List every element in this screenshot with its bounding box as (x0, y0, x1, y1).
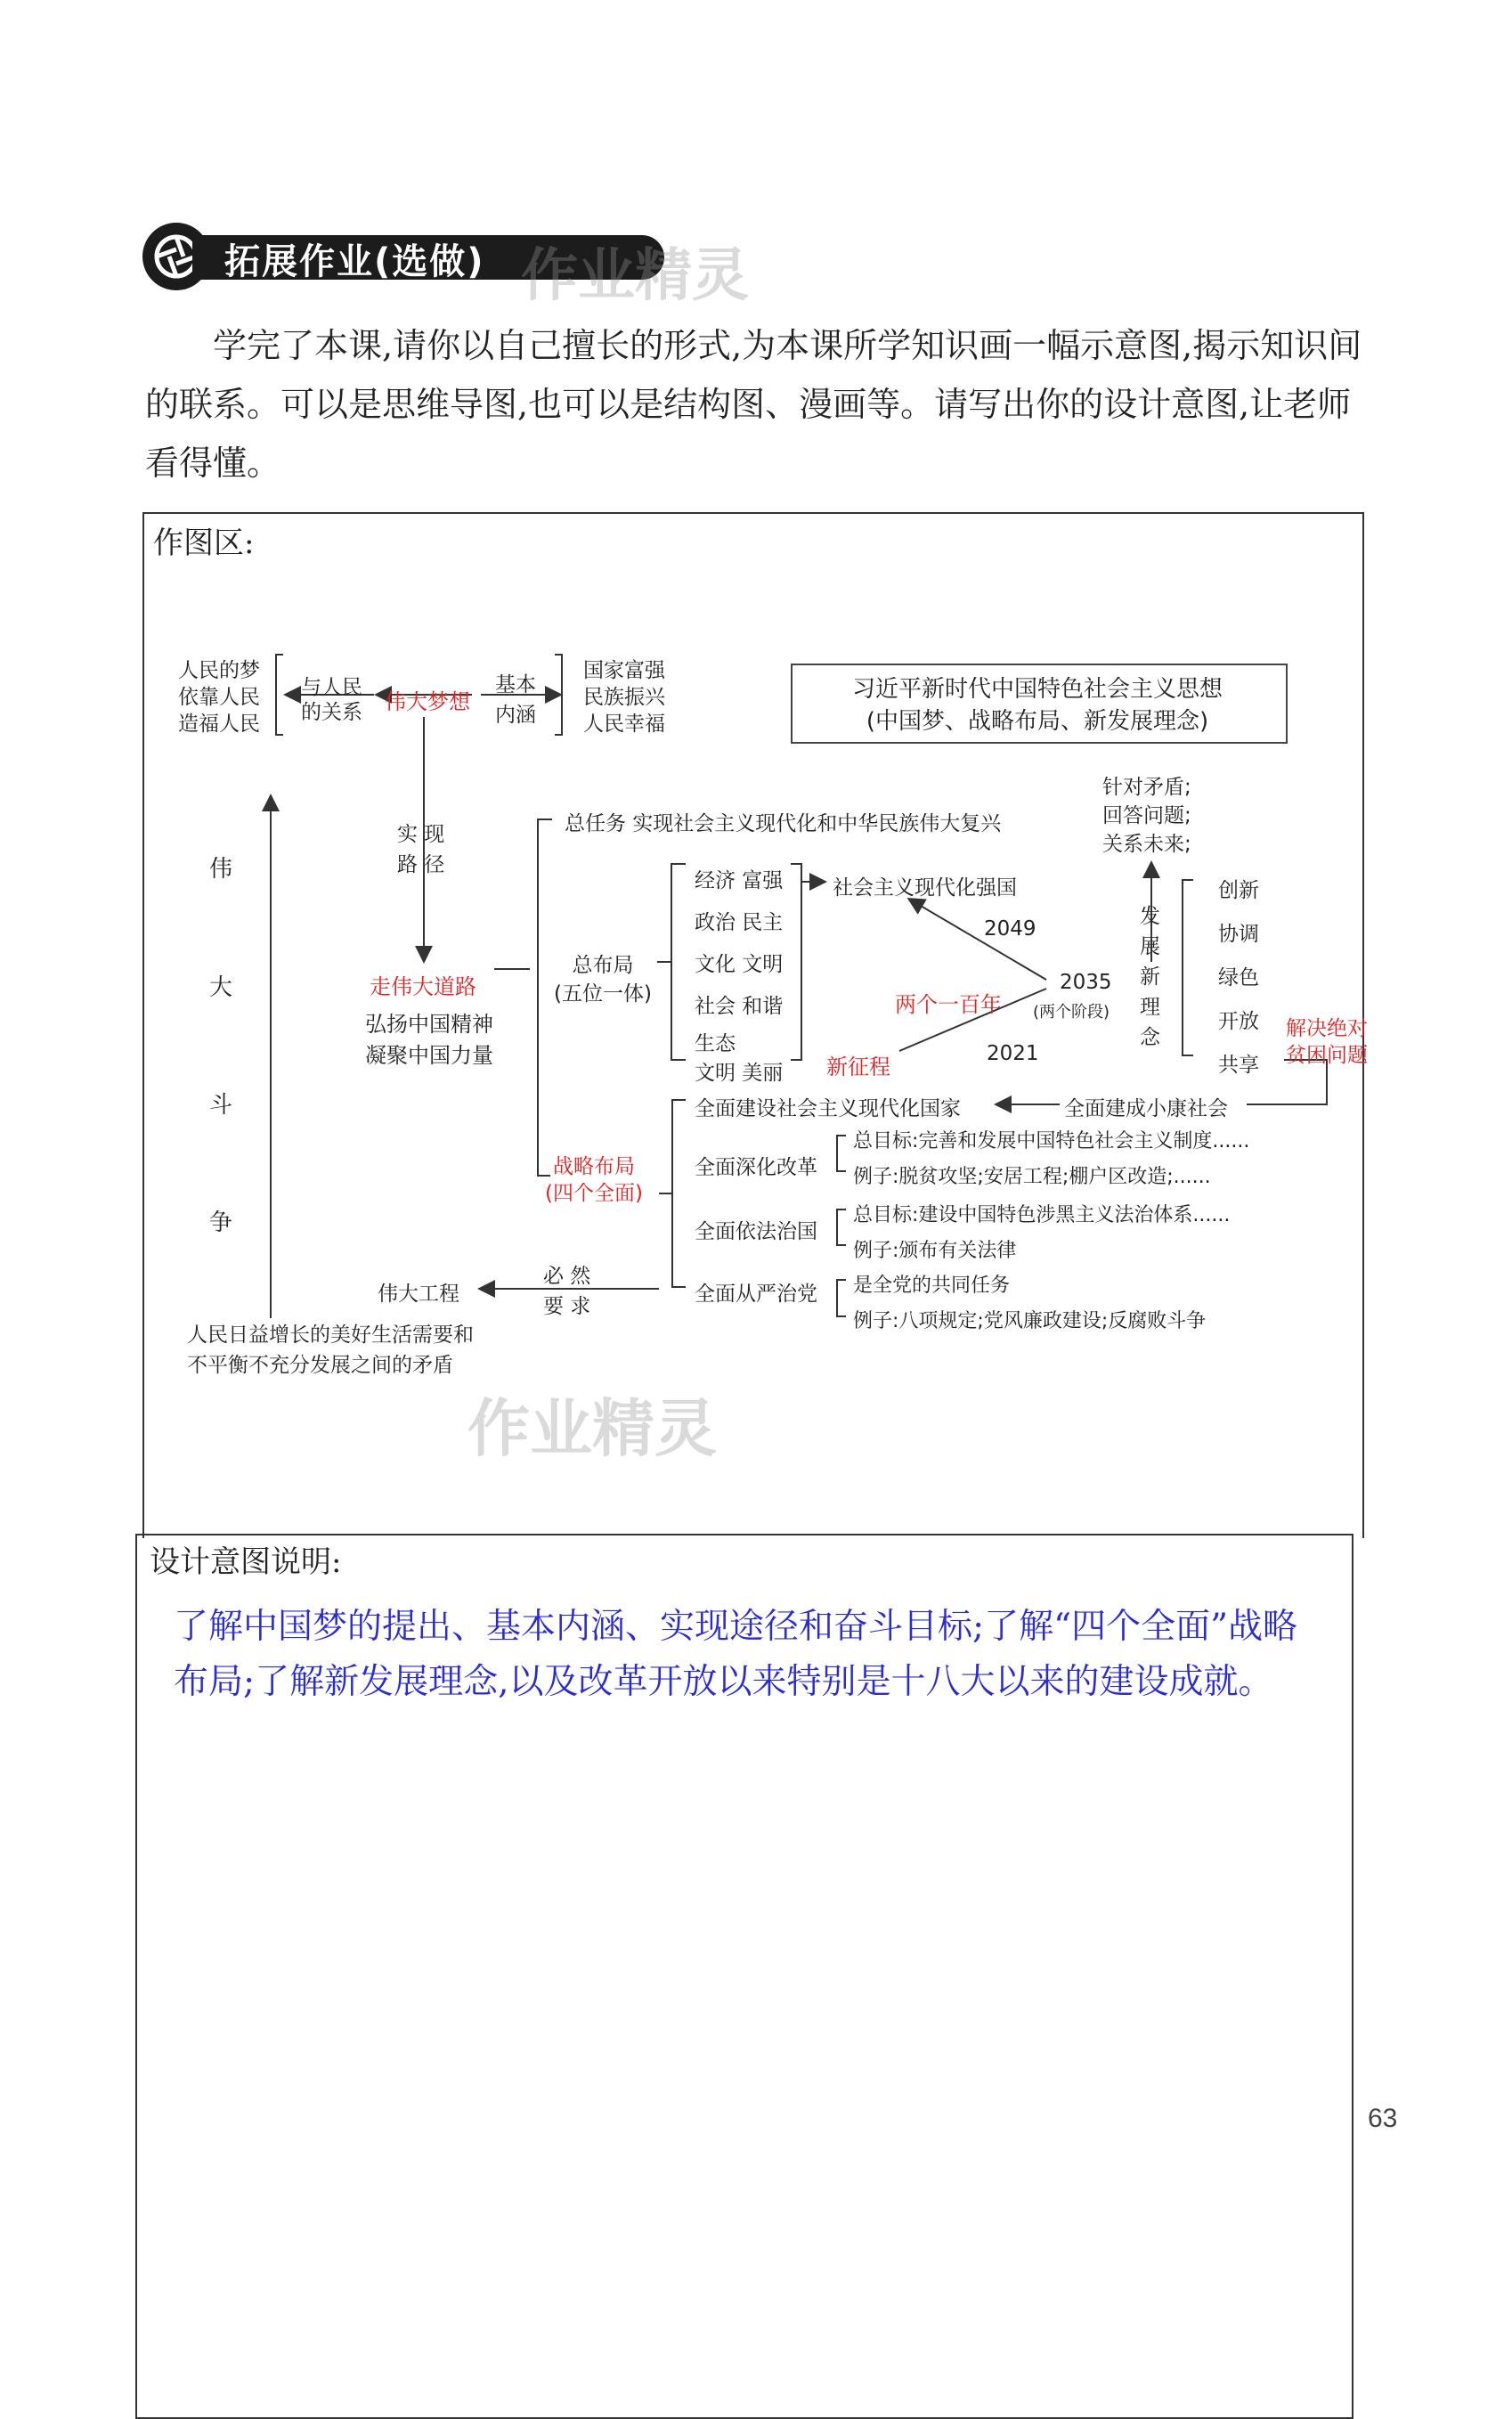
comprehensive-2: 全面深化改革 (695, 1156, 817, 1179)
two-centuries: 两个一百年 (895, 992, 1002, 1017)
banner-text: 习近平新时代中国特色社会主义思想 (中国梦、战略布局、新发展理念) (851, 676, 1223, 735)
new-journey: 新征程 (826, 1055, 890, 1079)
design-label: 设计意图说明: (150, 1544, 342, 1580)
comprehensive-3: 全面依法治国 (695, 1220, 817, 1243)
reform-details: 总目标:完善和发展中国特色社会主义制度...... 例子:脱贫攻坚;安居工程;棚户区改造;...... (853, 1130, 1250, 1188)
struggle-char-4: 争 (209, 1210, 233, 1236)
new-ideas: 创新 协调 绿色 开放 共享 (1218, 879, 1259, 1077)
drawing-area-label: 作图区: (153, 525, 255, 561)
year-2049: 2049 (984, 917, 1036, 941)
comprehensive-4: 全面从严治党 (695, 1283, 817, 1306)
strategic-layout: 战略布局 (四个全面) (545, 1155, 643, 1205)
year-2021: 2021 (987, 1042, 1039, 1065)
comprehensive-1: 全面建设社会主义现代化国家 (695, 1097, 961, 1120)
instructions: 学完了本课,请你以自己擅长的形式,为本课所学知识画一幅示意图,揭示知识间的联系。可以是思维导图,也可以是结构图、漫画等。请写出你的设计意图,让老师看得懂。 (145, 326, 1362, 483)
law-details: 总目标:建设中国特色涉黑主义法治体系...... 例子:颁布有关法律 (853, 1204, 1231, 1262)
design-text: 了解中国梦的提出、基本内涵、实现途径和奋斗目标;了解“四个全面”战略布局;了解新发展理念,以及改革开放以来特别是十八大以来的建设成就。 (174, 1607, 1298, 1702)
great-road: 走伟大道路 (370, 974, 476, 999)
necessary-requirement: 必 然 要 求 (543, 1265, 591, 1318)
relation-label: 与人民 的关系 (301, 676, 362, 724)
watermark-2: 作业精灵 (467, 1392, 717, 1465)
struggle-char-2: 大 (209, 974, 233, 1001)
five-in-one: 经济 富强 政治 民主 文化 文明 社会 和谐 生态 文明 美丽 (695, 869, 784, 1085)
struggle-char-1: 伟 (209, 856, 233, 883)
targets: 针对矛盾; 回答问题; 关系未来; (1102, 776, 1191, 856)
struggle-char-3: 斗 (209, 1092, 233, 1119)
basic-connotation-label: 基本 内涵 (495, 673, 536, 727)
power: 凝聚中国力量 (365, 1043, 493, 1068)
section-title: 拓展作业(选做) (224, 241, 485, 282)
strong-nation: 社会主义现代化强国 (833, 876, 1017, 900)
contradiction: 人民日益增长的美好生活需要和 不平衡不充分发展之间的矛盾 (187, 1324, 474, 1377)
xiaokang: 全面建成小康社会 (1064, 1097, 1228, 1120)
new-development-label: 发 展 新 理 念 (1140, 905, 1160, 1049)
watermark: 作业精灵 (521, 243, 749, 309)
party-details: 是全党的共同任务 例子:八项规定;党风廉政建设;反腐败斗争 (853, 1275, 1207, 1332)
spirit: 弘扬中国精神 (365, 1012, 493, 1037)
year-2035: 2035 (1060, 971, 1112, 994)
great-dream: 伟大梦想 (385, 689, 470, 714)
overall-layout: 总布局 (五位一体) (554, 954, 652, 1006)
connotation: 国家富强 民族振兴 人民幸福 (583, 659, 665, 736)
two-stages: (两个阶段) (1033, 1003, 1110, 1022)
poverty-solution: 解决绝对 贫困问题 (1286, 1017, 1368, 1067)
great-project: 伟大工程 (378, 1283, 459, 1306)
path-label: 实 现 路 径 (397, 823, 445, 876)
total-task: 总任务 实现社会主义现代化和中华民族伟大复兴 (565, 812, 1002, 835)
page-number: 63 (1368, 2104, 1398, 2133)
people-dream: 人民的梦 依靠人民 造福人民 (178, 659, 260, 736)
